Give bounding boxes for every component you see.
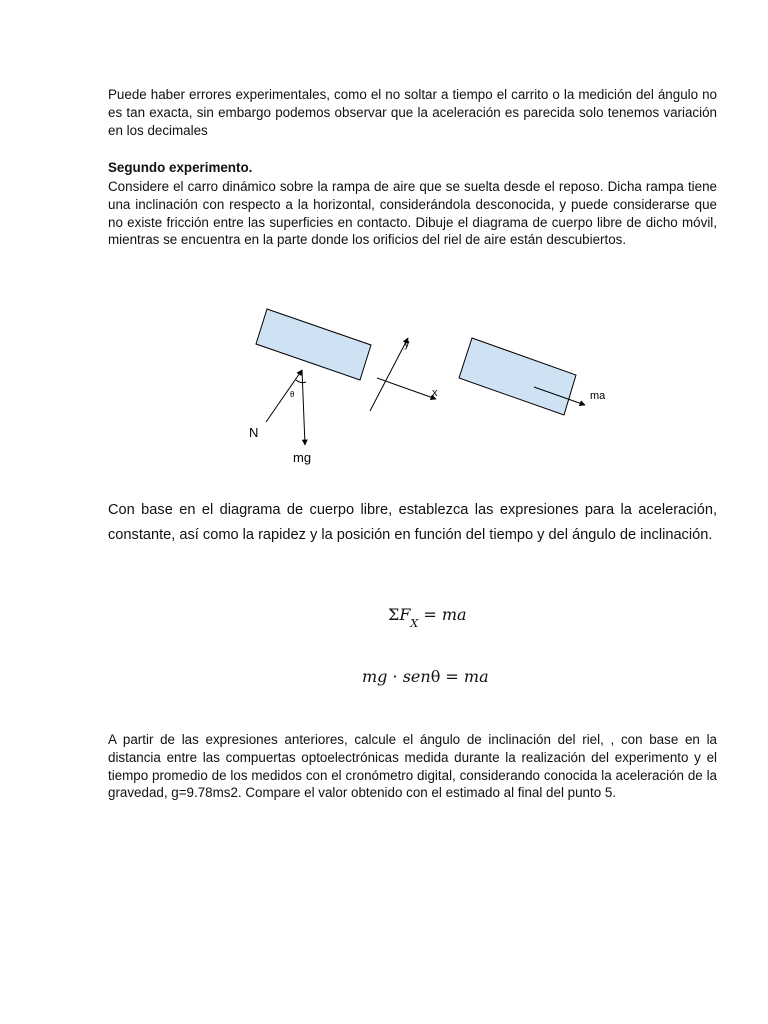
x-axis: [377, 378, 436, 399]
equation2-rhs: = ma: [445, 667, 489, 686]
x-axis-label: x: [432, 387, 438, 399]
equation1-force: F: [399, 605, 411, 624]
equation1-rhs: = ma: [423, 605, 467, 624]
y-axis-label: y: [404, 338, 410, 350]
paragraph-calculation: A partir de las expresiones anteriores, calcule el ángulo de inclinación del riel, , con base en la distancia entre las compuertas optoelectrónicas medida durante la realización del experimento y el tiempo promedio de los medidos con el cronómetro digital, considerando conocida la aceleración de la gravedad, g=9.78ms2. Compare el valor obtenido con el estimado al final del punto 5.: [108, 732, 717, 801]
theta-label: θ: [290, 390, 295, 399]
paragraph-instructions: Con base en el diagrama de cuerpo libre, establezca las expresiones para la aceleración, constante, así como la rapidez y la posición en función del tiempo y del ángulo de inclinación.: [108, 502, 717, 543]
cart-rectangle-left: [256, 309, 371, 380]
cart-rectangle-right: [459, 338, 576, 415]
angle-arc: [296, 380, 306, 383]
ma-label: ma: [590, 390, 606, 402]
y-axis: [370, 338, 408, 411]
equation-incline: [362, 667, 489, 686]
equation1-subscript: X: [410, 617, 419, 630]
normal-force-line: [266, 370, 302, 422]
equation2-mg: mg: [362, 667, 388, 686]
weight-label: mg: [293, 450, 312, 465]
paragraph-experimental-errors: Puede haber errores experimentales, como el no soltar a tiempo el carrito o la medición del ángulo no es tan exacta, sin embargo podemos observar que la aceleración es parecida solo tenemos variación en los decimales: [108, 87, 717, 138]
free-body-diagram: [240, 300, 620, 475]
equation-sum-forces: [388, 605, 467, 630]
normal-force-label: N: [249, 425, 259, 440]
paragraph-experiment-description: Considere el carro dinámico sobre la rampa de aire que se suelta desde el reposo. Dicha rampa tiene una inclinación con respecto a la horizontal, considerándola desconocida, y puede considerarse que no existe fricción entre las superficies en contacto. Dibuje el diagrama de cuerpo libre de dicho móvil, mientras se encuentra en la parte donde los orificios del riel de aire están descubiertos.: [108, 179, 717, 248]
equation2-theta: θ: [430, 667, 441, 686]
equation1-sigma: Σ: [388, 605, 400, 624]
section-heading: Segundo experimento.: [108, 160, 253, 175]
equation2-dot: ·: [392, 667, 398, 686]
weight-vector: [302, 370, 305, 445]
equation2-sen: sen: [402, 667, 431, 686]
